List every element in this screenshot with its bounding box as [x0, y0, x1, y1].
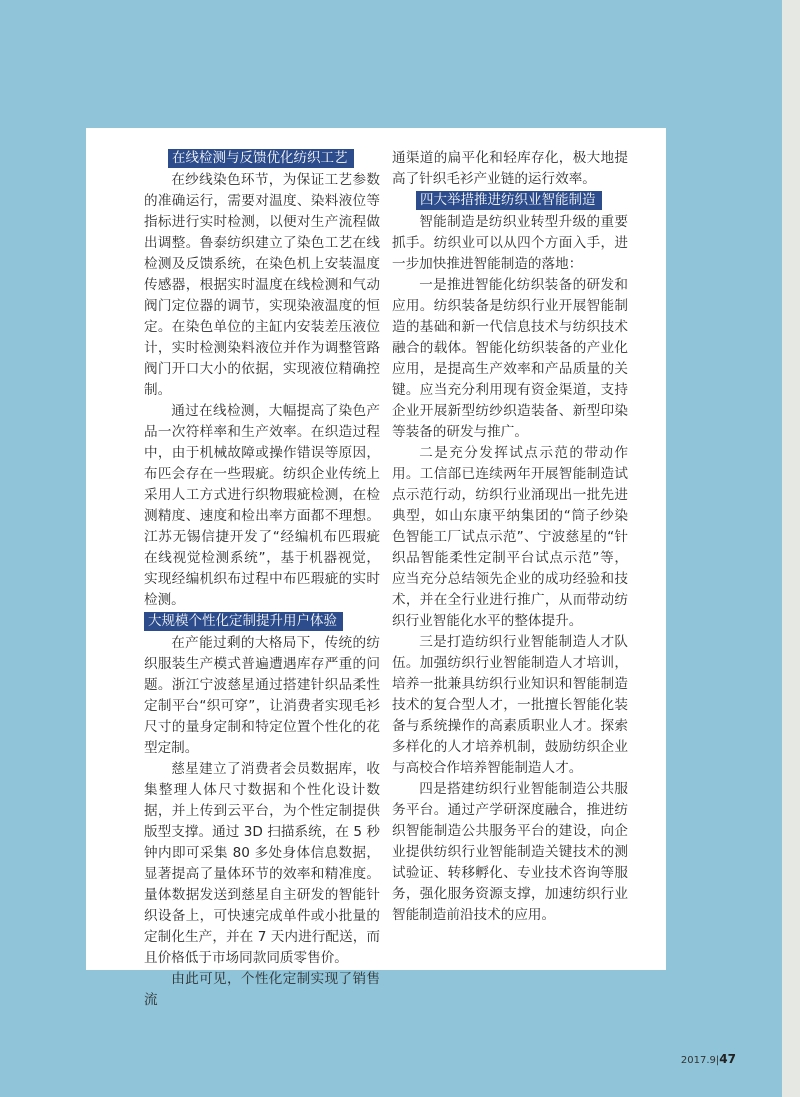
paragraph: 通过在线检测，大幅提高了染色产品一次符样率和生产效率。在织造过程中，由于机械故障或操作错误等原因，布匹会存在一些瑕疵。纺织企业传统上采用人工方式进行织物瑕疵检测，在检测精度、速度和检出率方面都不理想。江苏无锡信捷开发了“经编机布匹瑕疵在线视觉检测系统”，基于机器视觉，实现经编机织布过程中布匹瑕疵的实时检测。 — [144, 403, 380, 608]
paragraph: 智能制造是纺织业转型升级的重要抓手。纺织业可以从四个方面入手，进一步加快推进智能制造的落地： — [392, 214, 628, 272]
page-number: 47 — [719, 1052, 736, 1066]
left-column — [144, 148, 380, 1011]
paragraph: 四是搭建纺织行业智能制造公共服务平台。通过产学研深度融合，推进纺织智能制造公共服务平台的建设，向企业提供纺织行业智能制造关键技术的测试验证、转移孵化、专业技术咨询等服务，强化服务资源支撑，加速纺织行业智能制造前沿技术的应用。 — [392, 781, 628, 923]
paragraph-continued: 通渠道的扁平化和轻库存化，极大地提高了针织毛衫产业链的运行效率。 — [392, 150, 628, 187]
paragraph: 在纱线染色环节，为保证工艺参数的准确运行，需要对温度、染料液位等指标进行实时检测，以便对生产流程做出调整。鲁泰纺织建立了染色工艺在线检测及反馈系统，在染色机上安装温度传感器，根据实时温度在线检测和气动阀门定位器的调节，实现染液温度的恒定。在染色单位的主缸内安装差压液位计，实时检测染料液位并作为调整管路阀门开口大小的依据，实现液位精确控制。 — [144, 172, 380, 398]
section-heading-four-measures: 四大举措推进纺织业智能制造 — [416, 191, 602, 210]
paragraph: 二是充分发挥试点示范的带动作用。工信部已连续两年开展智能制造试点示范行动，纺织行业涌现出一批先进典型，如山东康平纳集团的“筒子纱染色智能工厂试点示范”、宁波慈星的“针织品智能柔性定制平台试点示范”等，应当充分总结领先企业的成功经验和技术，并在全行业进行推广，从而带动纺织行业智能化水平的整体提升。 — [392, 445, 628, 629]
right-column — [392, 148, 628, 926]
paragraph: 慈星建立了消费者会员数据库，收集整理人体尺寸数据和个性化设计数据，并上传到云平台，为个性定制提供版型支撑。通过 3D 扫描系统，在 5 秒钟内即可采集 80 多处身体信息数据，显著提高了量体环节的效率和精准度。量体数据发送到慈星自主研发的智能针织设备上，可快速完成单件或小批量的定制化生产，并在 7 天内进行配送，而且价格低于市场同款同质零售价。 — [144, 761, 380, 966]
folio-separator: | — [715, 1055, 720, 1066]
section-heading-customization: 大规模个性化定制提升用户体验 — [144, 612, 343, 631]
article-card — [86, 128, 666, 1008]
page-folio — [681, 1052, 736, 1066]
paragraph: 三是打造纺织行业智能制造人才队伍。加强纺织行业智能制造人才培训，培养一批兼具纺织行业知识和智能制造技术的复合型人才，一批擅长智能化装备与系统操作的高素质职业人才。探索多样化的人才培养机制，鼓励纺织企业与高校合作培养智能制造人才。 — [392, 634, 628, 776]
section-heading-online-detection: 在线检测与反馈优化纺织工艺 — [168, 149, 354, 168]
paragraph: 由此可见，个性化定制实现了销售流 — [144, 971, 380, 1008]
paragraph: 一是推进智能化纺织装备的研发和应用。纺织装备是纺织行业开展智能制造的基础和新一代信息技术与纺织技术融合的载体。智能化纺织装备的产业化应用，是提高生产效率和产品质量的关键。应当充分利用现有资金渠道，支持企业开展新型纺纱织造装备、新型印染等装备的研发与推广。 — [392, 277, 628, 440]
issue-date: 2017.9 — [680, 1055, 716, 1066]
paragraph: 在产能过剩的大格局下，传统的纺织服装生产模式普遍遭遇库存严重的问题。浙江宁波慈星通过搭建针织品柔性定制平台“织可穿”，让消费者实现毛衫尺寸的量身定制和特定位置个性化的花型定制。 — [144, 635, 380, 756]
page-edge-strip — [782, 0, 800, 1097]
